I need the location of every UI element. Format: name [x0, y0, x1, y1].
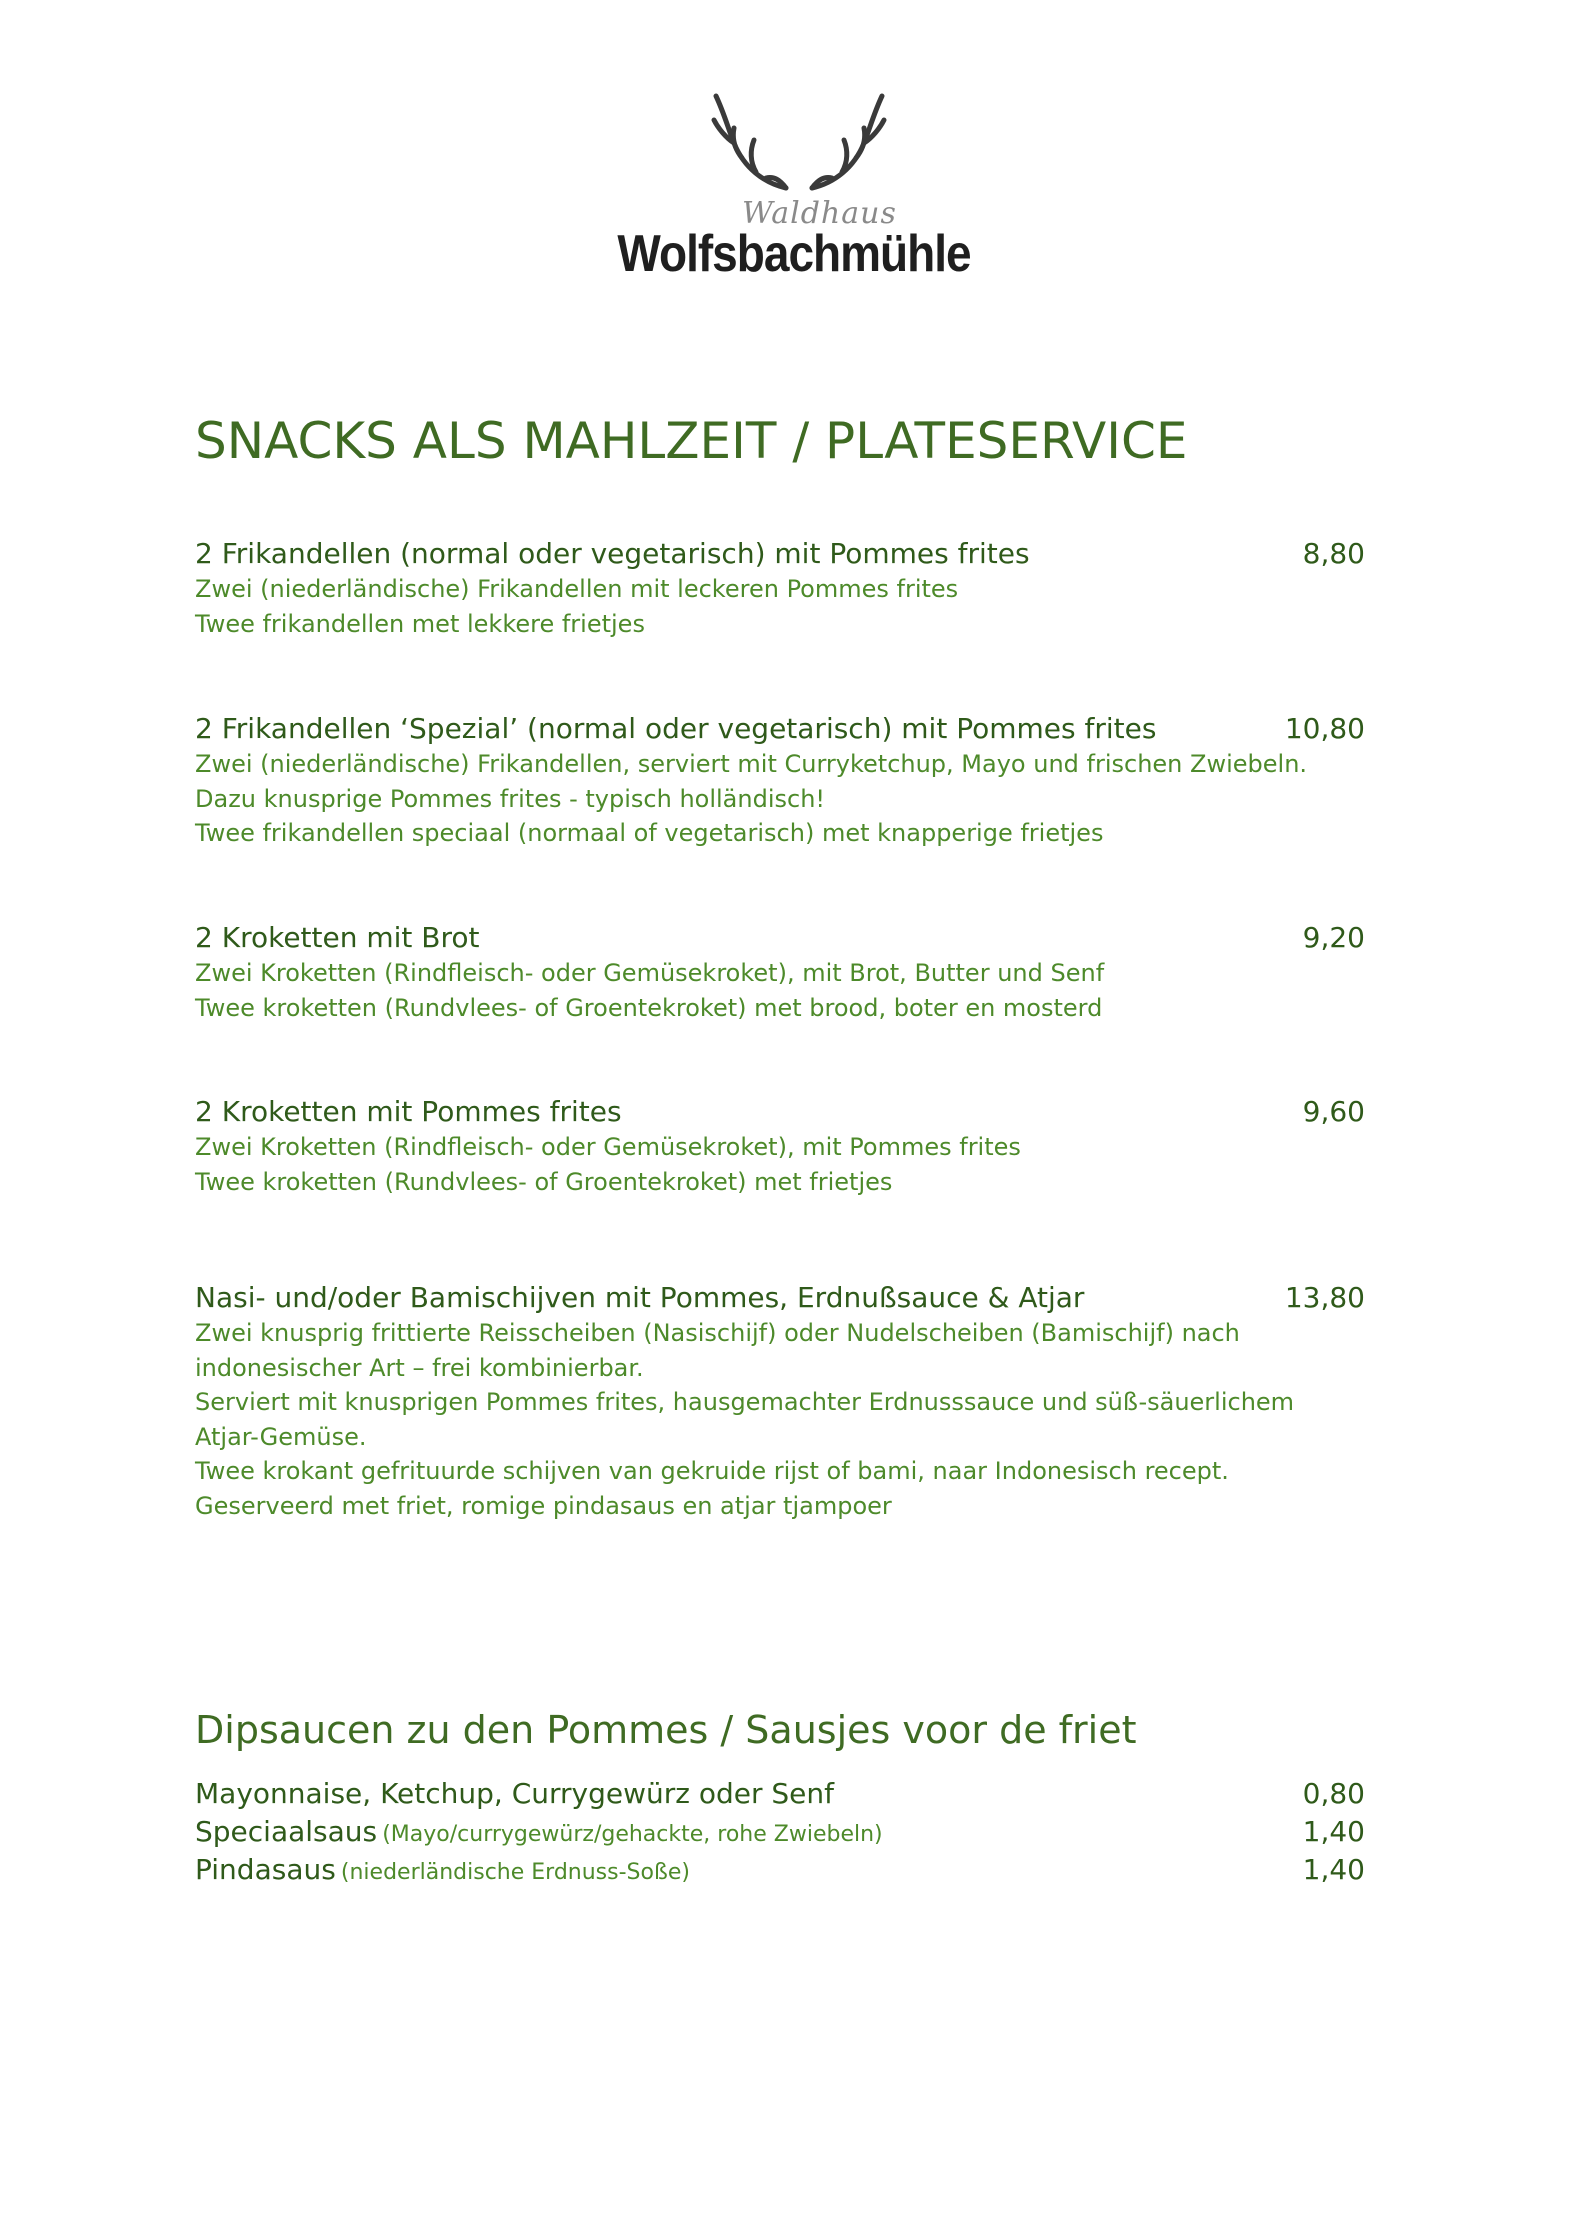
sauce-row — [195, 1775, 1365, 1817]
sauce-name: Pindasaus — [195, 1853, 336, 1886]
menu-item — [195, 1280, 1365, 1523]
sauce-price: 1,40 — [1302, 1853, 1365, 1886]
menu-item-desc-line: Twee kroketten (Rundvlees- of Groentekroket) met brood, boter en mosterd — [195, 993, 1103, 1022]
sauces-title: Dipsaucen zu den Pommes / Sausjes voor de friet — [195, 1708, 1137, 1752]
logo — [0, 0, 1588, 300]
antlers-icon — [704, 88, 894, 198]
sauce-name: Mayonnaise, Ketchup, Currygewürz oder Senf — [195, 1777, 834, 1810]
menu-item-desc-line: Zwei (niederländische) Frikandellen, serviert mit Curryketchup, Mayo und frischen Zwiebeln. — [195, 750, 1308, 778]
menu-item-price: 10,80 — [1284, 712, 1365, 745]
menu-item-price: 8,80 — [1302, 537, 1365, 570]
menu-item-desc-line: Zwei Kroketten (Rindfleisch- oder Gemüsekroket), mit Brot, Butter und Senf — [195, 959, 1105, 987]
menu-item-desc-line: Dazu knusprige Pommes frites - typisch holländisch! — [195, 784, 826, 813]
menu-item-desc-line: Geserveerd met friet, romige pindasaus en atjar tjampoer — [195, 1491, 892, 1520]
menu-item-name: Nasi- und/oder Bamischijven mit Pommes, Erdnußsauce & Atjar — [195, 1281, 1085, 1314]
menu-item-desc-line: Twee frikandellen met lekkere frietjes — [195, 609, 645, 638]
menu-item — [195, 536, 1365, 641]
menu-item-price: 9,60 — [1302, 1095, 1365, 1128]
menu-item-name: 2 Frikandellen (normal oder vegetarisch) mit Pommes frites — [195, 537, 1030, 570]
menu-item-desc-line: Twee krokant gefrituurde schijven van gekruide rijst of bami, naar Indonesisch recept. — [195, 1457, 1229, 1485]
sauce-row — [195, 1851, 1365, 1893]
menu-item-desc-line: Zwei knusprig frittierte Reisscheiben (Nasischijf) oder Nudelscheiben (Bamischijf) nach — [195, 1319, 1240, 1347]
menu-item-desc-line: Zwei Kroketten (Rindfleisch- oder Gemüsekroket), mit Pommes frites — [195, 1133, 1021, 1161]
menu-item-desc-line: indonesischer Art – frei kombinierbar. — [195, 1353, 644, 1382]
menu-item-desc-line: Serviert mit knusprigen Pommes frites, hausgemachter Erdnusssauce und süß-säuerlichem — [195, 1388, 1295, 1416]
sauce-price: 0,80 — [1302, 1777, 1365, 1810]
menu-item — [195, 920, 1365, 1025]
menu-item — [195, 1094, 1365, 1199]
logo-name-text: Wolfsbachmühle — [617, 223, 971, 283]
sauce-price: 1,40 — [1302, 1815, 1365, 1848]
menu-item-price: 9,20 — [1302, 921, 1365, 954]
sauce-note: (niederländische Erdnuss-Soße) — [340, 1860, 690, 1885]
sauce-row — [195, 1813, 1365, 1855]
menu-item-name: 2 Frikandellen ‘Spezial’ (normal oder vegetarisch) mit Pommes frites — [195, 712, 1157, 745]
sauce-name: Speciaalsaus — [195, 1815, 378, 1848]
menu-item-desc-line: Twee kroketten (Rundvlees- of Groentekroket) met frietjes — [195, 1167, 893, 1196]
menu-item — [195, 711, 1365, 851]
menu-item-desc-line: Twee frikandellen speciaal (normaal of vegetarisch) met knapperige frietjes — [195, 819, 1104, 847]
menu-item-desc-line: Atjar-Gemüse. — [195, 1422, 367, 1451]
page-title: SNACKS ALS MAHLZEIT / PLATESERVICE — [195, 412, 1188, 470]
sauce-note: (Mayo/currygewürz/gehackte, rohe Zwiebeln) — [382, 1822, 883, 1847]
menu-item-name: 2 Kroketten mit Pommes frites — [195, 1095, 622, 1128]
logo-script-text: Waldhaus — [742, 196, 897, 231]
menu-item-desc-line: Zwei (niederländische) Frikandellen mit leckeren Pommes frites — [195, 575, 959, 603]
menu-item-price: 13,80 — [1284, 1281, 1365, 1314]
menu-item-name: 2 Kroketten mit Brot — [195, 921, 480, 954]
